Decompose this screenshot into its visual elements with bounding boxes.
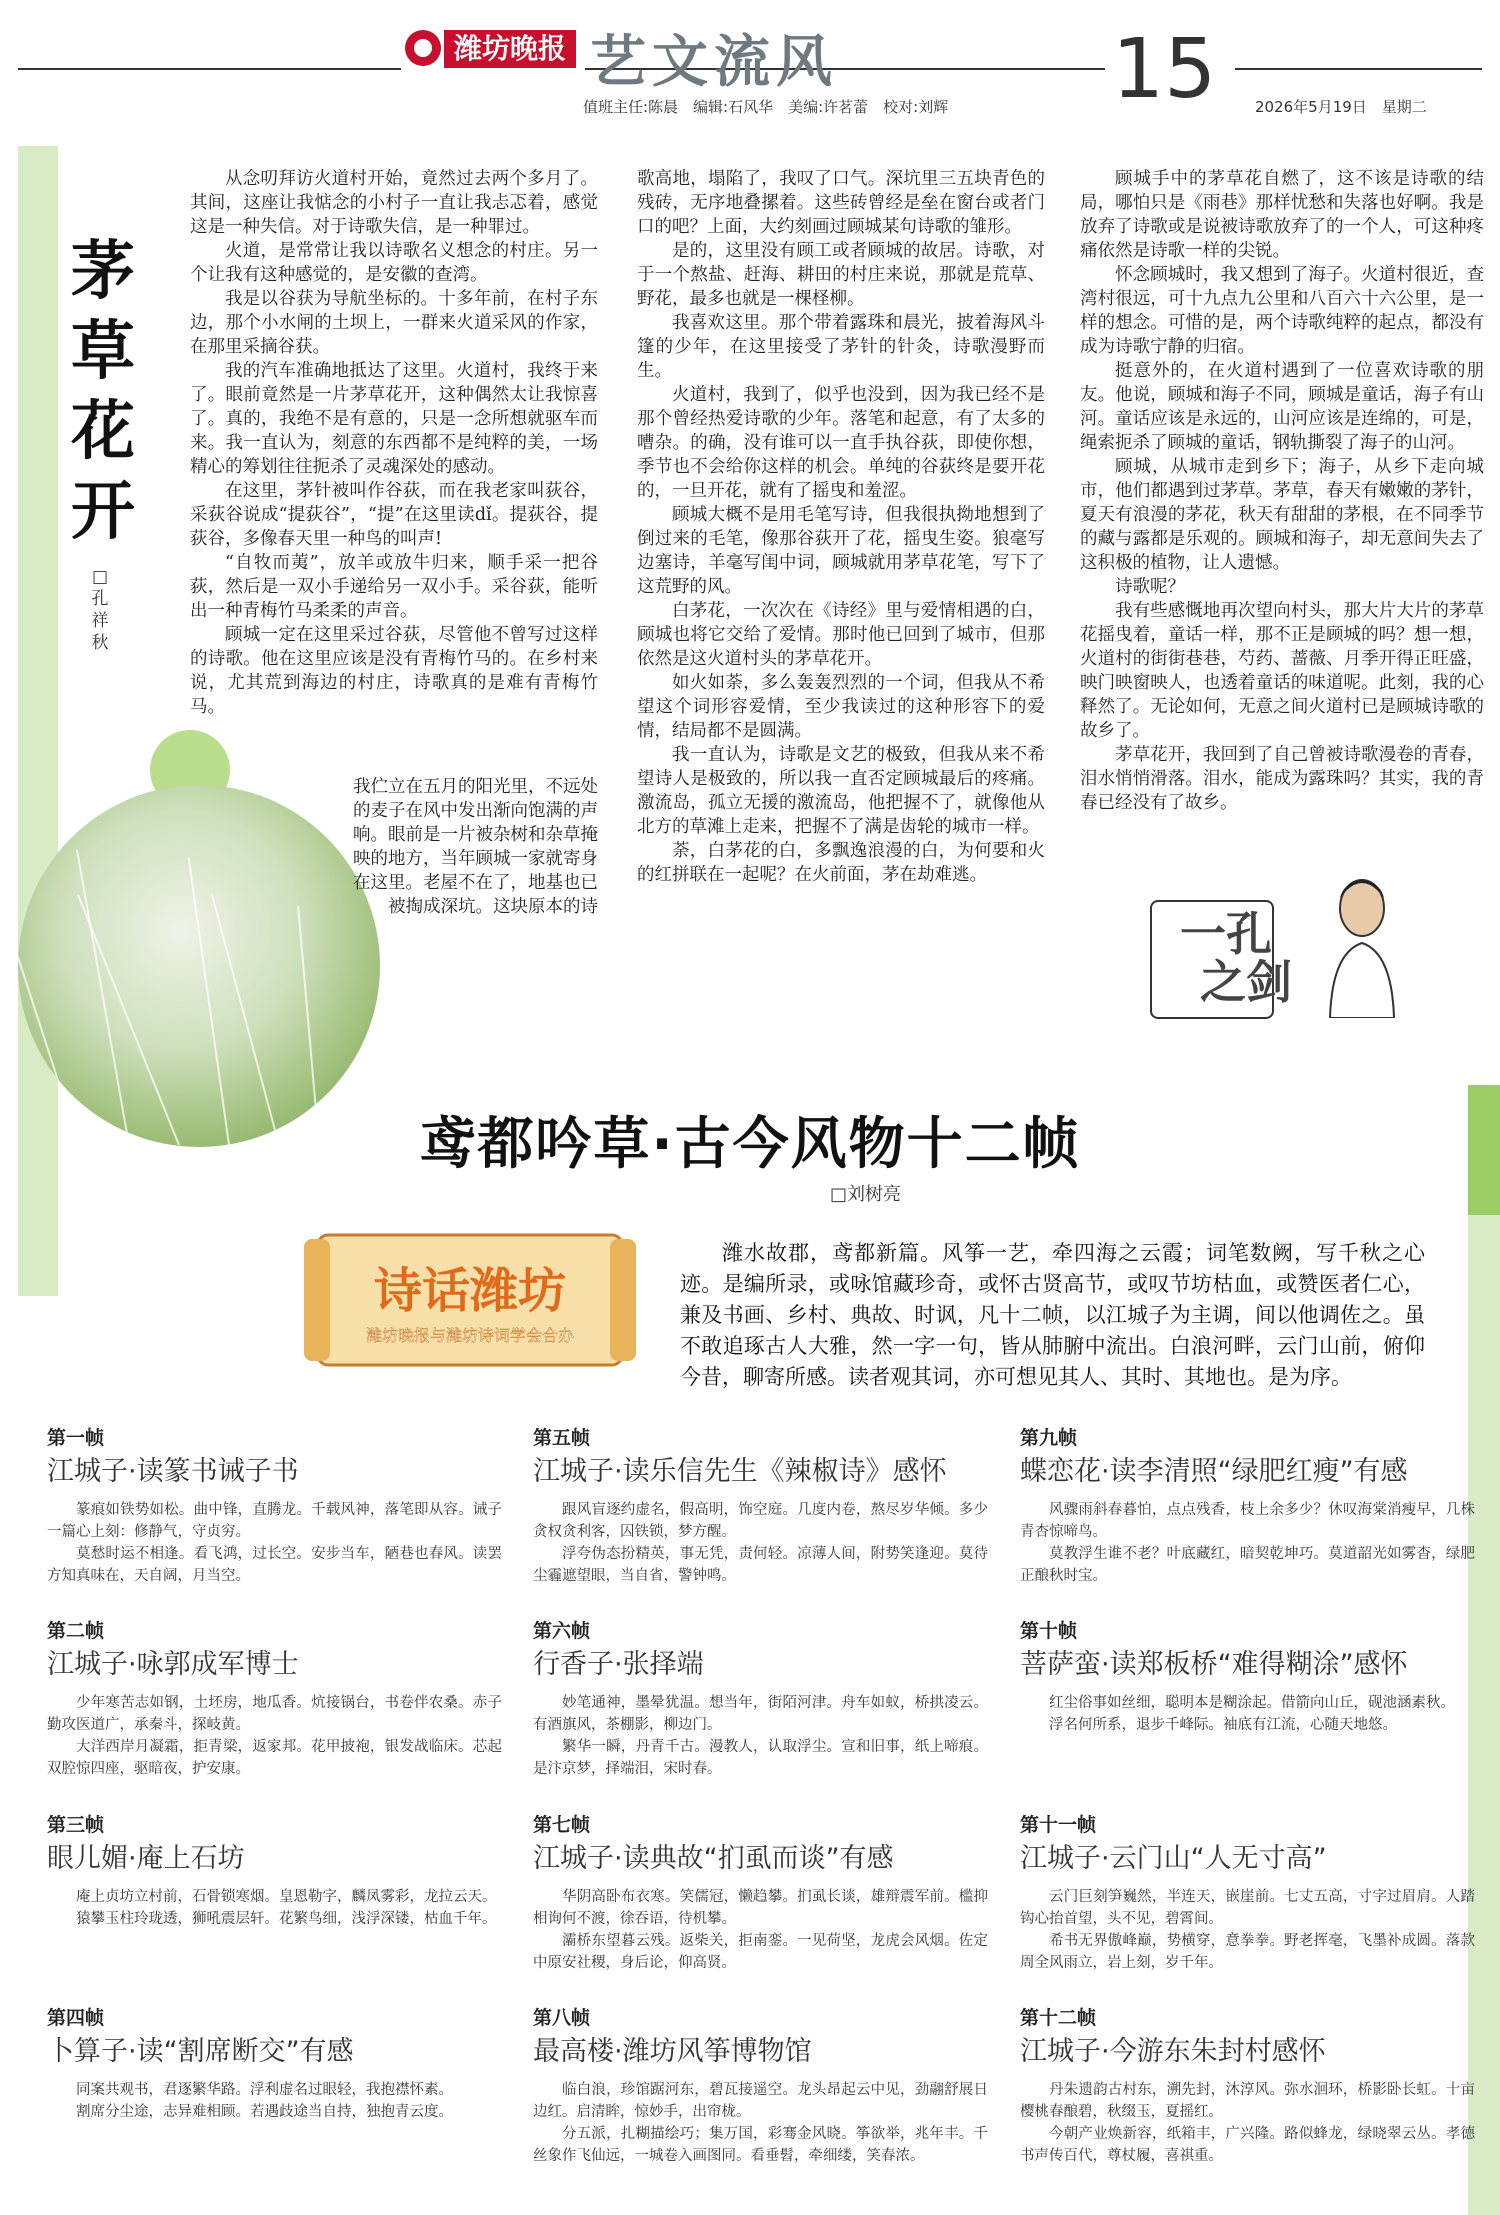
page-number: 15 xyxy=(1112,22,1217,117)
poem-stanza: 同案共观书，君逐繁华路。浮利虚名过眼轻，我抱襟怀素。 xyxy=(76,2082,453,2098)
frame-label: 第十帧 xyxy=(1020,1620,1078,1642)
frame-label: 第九帧 xyxy=(1020,1427,1078,1449)
poem-title: 最高楼·潍坊风筝博物馆 xyxy=(533,2036,812,2067)
paragraph: 歌高地，塌陷了，我叹了口气。深坑里三五块青色的残砖，无序地叠摞着。这些砖曾经是垒在窗台或者门口的吧？上面，大约刻画过顾城某句诗歌的雏形。 xyxy=(637,169,1045,237)
column-badge-line: 一孔 xyxy=(1180,907,1272,961)
section-byline: □刘树亮 xyxy=(830,1184,902,1205)
article-float-text: 我伫立在五月的阳光里，不远处的麦子在风中发出渐向饱满的声响。眼前是一片被杂树和杂草掩映的地方，当年顾城一家就寄身在这里。老屋不在了，地基也已被掏成深坑。这块原本的诗 xyxy=(353,777,598,917)
poem-frame-1 xyxy=(47,1425,502,1587)
frame-label: 第七帧 xyxy=(533,1814,591,1836)
paragraph: 在这里，茅针被叫作谷荻，而在我老家叫荻谷，采荻谷说成“提荻谷”，“提”在这里读dǐ。提荻谷，提荻谷，多像春天里一种鸟的叫声! xyxy=(190,481,598,549)
poem-frame-6 xyxy=(533,1618,988,1780)
poem-title: 江城子·读篆书诫子书 xyxy=(47,1456,299,1487)
article-column-1 xyxy=(190,167,598,719)
poem-body xyxy=(47,1692,502,1780)
poem-body xyxy=(1020,1886,1475,1974)
poem-stanza: 庵上贞坊立村前，石骨锁寒烟。皇恩勒字，麟凤雾彩，龙拉云天。 xyxy=(76,1889,497,1905)
poem-stanza: 分五派，扎糊描绘巧；集万国，彩骞金风晓。筝欲举，兆年丰。千丝象作飞仙远，一城卷入画图同。看垂髫，牵细缕，笑春浓。 xyxy=(533,2126,988,2164)
author-portrait xyxy=(1322,868,1402,1018)
poem-stanza: 莫教浮生谁不老？叶底藏红，暗契乾坤巧。莫道韶光如雾杳，绿肥正酿秋时宝。 xyxy=(1020,1546,1475,1584)
poem-stanza: 丹朱遗韵古村东，溯先封，沐淳风。弥水洄环，桥影卧长虹。十亩樱桃春酿碧，秋缀玉，夏摇红。 xyxy=(1020,2082,1475,2120)
paragraph: 挺意外的，在火道村遇到了一位喜欢诗歌的朋友。他说，顾城和海子不同，顾城是童话，海子有山河。童话应该是永远的，山河应该是连绵的，可是，绳索扼杀了顾城的童话，钢轨撕裂了海子的山河。 xyxy=(1080,361,1484,453)
column-banner xyxy=(300,1225,640,1375)
poem-stanza: 风骤雨斜春暮怕，点点残香，枝上余多少？休叹海棠消瘦早，几株青杏惊啼鸟。 xyxy=(1020,1502,1475,1540)
poem-stanza: 云门巨刻笋巍然，半连天，嵌崖前。七丈五高，寸字过眉肩。人踏钩心抬首望，头不见，碧霄间。 xyxy=(1020,1889,1475,1927)
paragraph: 顾城手中的茅草花自燃了，这不该是诗歌的结局，哪怕只是《雨巷》那样忧愁和失落也好啊。我是放弃了诗歌或是说被诗歌放弃了的一个人，可这种疼痛依然是诗歌一样的尖锐。 xyxy=(1080,169,1484,261)
frame-label: 第六帧 xyxy=(533,1620,591,1642)
article-author: □孔祥秋 xyxy=(91,567,109,653)
poem-stanza: 莫愁时运不相逢。看飞鸿，过长空。安步当车，陋巷也春风。读罢方知真味在，天自阔，月当空。 xyxy=(47,1546,502,1584)
poem-body xyxy=(1020,1499,1475,1587)
poem-title: 眼儿媚·庵上石坊 xyxy=(47,1843,245,1874)
poem-body xyxy=(533,1886,988,1974)
poem-stanza: 跟风盲逐约虚名，假高明，饰空庭。几度内卷，熬尽岁华倾。多少贪权贪利客，囚铁锁，梦方醒。 xyxy=(533,1502,988,1540)
poem-frame-10 xyxy=(1020,1618,1475,1736)
frame-label: 第三帧 xyxy=(47,1814,105,1836)
staff-credits: 值班主任:陈晨 编辑:石风华 美编:许茗蕾 校对:刘辉 xyxy=(583,98,949,116)
poem-stanza: 浮名何所系，退步千峰际。袖底有江流，心随天地悠。 xyxy=(1049,1717,1397,1733)
poem-title: 江城子·读乐信先生《辣椒诗》感怀 xyxy=(533,1456,947,1487)
poem-frame-8 xyxy=(533,2005,988,2167)
poem-stanza: 灞桥东望暮云残。返柴关，拒南銮。一见荷坚，龙虎会风烟。佐定中原安社稷，身后论，仰高贤。 xyxy=(533,1933,988,1971)
poem-title: 卜算子·读“割席断交”有感 xyxy=(47,2036,354,2067)
frame-label: 第二帧 xyxy=(47,1620,105,1642)
frame-label: 第十二帧 xyxy=(1020,2007,1097,2029)
poem-title: 菩萨蛮·读郑板桥“难得糊涂”感怀 xyxy=(1020,1649,1408,1680)
paragraph: 我是以谷获为导航坐标的。十多年前，在村子东边，那个小水闸的土坝上，一群来火道采风的作家，在那里采摘谷获。 xyxy=(190,289,598,357)
poem-title: 江城子·读典故“扪虱而谈”有感 xyxy=(533,1843,894,1874)
paragraph: 我喜欢这里。那个带着露珠和晨光，披着海风斗篷的少年，在这里接受了茅针的针灸，诗歌漫野而生。 xyxy=(637,313,1045,381)
poem-body xyxy=(533,2079,988,2167)
poem-stanza: 少年寒苦志如钢，土坯房，地瓜香。炕接锅台，书卷伴农桑。赤子勤攻医道广，承秦斗，探岐黄。 xyxy=(47,1695,502,1733)
poem-stanza: 割席分尘途，志异难相顾。若遇歧途当自持，独抱青云度。 xyxy=(76,2104,453,2120)
paragraph: 如火如荼，多么轰轰烈烈的一个词，但我从不希望这个词形容爱情，至少我读过的这种形容下的爱情，结局都不是圆满。 xyxy=(637,673,1045,741)
poem-body xyxy=(1020,2079,1475,2167)
paragraph: 我的汽车准确地抵达了这里。火道村，我终于来了。眼前竟然是一片茅草花开，这种偶然太让我惊喜了。真的，我绝不是有意的，只是一念所想就驱车而来。我一直认为，刻意的东西都不是纯粹的美，一场精心的筹划往往扼杀了灵魂深处的感动。 xyxy=(190,361,598,477)
newspaper-logo-icon xyxy=(405,30,441,66)
paragraph: 顾城，从城市走到乡下；海子，从乡下走向城市，他们都遇到过茅草。茅草，春天有嫩嫩的茅针，夏天有浪漫的茅花，秋天有甜甜的茅根，在不同季节的藏与露都是乐观的。顾城和海子，却无意间失去了这积极的植物，让人遗憾。 xyxy=(1080,457,1484,573)
paragraph: 火道，是常常让我以诗歌名义想念的村庄。另一个让我有这种感觉的，是安徽的查湾。 xyxy=(190,241,598,285)
paragraph: 茅草花开，我回到了自己曾被诗歌漫卷的青春，泪水悄悄滑落。泪水，能成为露珠吗？其实，我的青春已经没有了故乡。 xyxy=(1080,745,1484,813)
intro-paragraph: 潍水故郡，鸢都新篇。风筝一艺，牵四海之云霞；词笔数阙，写千秋之心迹。是编所录，或咏馆藏珍奇，或怀古贤高节，或叹节坊枯血，或赞医者仁心，兼及书画、乡村、典故、时讽，凡十二帧，以江城子为主调，间以他调佐之。虽不敢追琢古人大雅，然一字一句，皆从肺腑中流出。白浪河畔，云门山前，俯仰今昔，聊寄所感。读者观其词，亦可想见其人、其时、其地也。是为序。 xyxy=(680,1241,1425,1389)
paragraph: 我有些感慨地再次望向村头，那大片大片的茅草花摇曳着，童话一样，那不正是顾城的吗？想一想，火道村的街街巷巷，芍药、蔷薇、月季开得正旺盛，映门映窗映人，也透着童话的味道呢。此刻，我的心释然了。无论如何，无意之间火道村已是顾城诗歌的故乡了。 xyxy=(1080,601,1484,741)
poem-title: 江城子·今游东朱封村感怀 xyxy=(1020,2036,1326,2067)
poem-frame-11 xyxy=(1020,1812,1475,1974)
article-column-2 xyxy=(637,167,1045,887)
paragraph: 白茅花，一次次在《诗经》里与爱情相遇的白，顾城也将它交给了爱情。那时他已回到了城市，但那依然是这火道村头的茅草花开。 xyxy=(637,601,1045,669)
frame-label: 第五帧 xyxy=(533,1427,591,1449)
paragraph: “自牧而荑”，放羊或放牛归来，顺手采一把谷荻，然后是一双小手递给另一双小手。采谷荻，能听出一种青梅竹马柔柔的声音。 xyxy=(190,553,598,621)
issue-date: 2026年5月19日 星期二 xyxy=(1255,98,1427,116)
paragraph: 荼，白茅花的白，多飘逸浪漫的白，为何要和火的红拼联在一起呢？在火前面，茅在劫难逃。 xyxy=(637,841,1045,885)
frame-label: 第十一帧 xyxy=(1020,1814,1097,1836)
poem-title: 江城子·云门山“人无寸高” xyxy=(1020,1843,1327,1874)
article-column-3 xyxy=(1080,167,1484,815)
paragraph: 我一直认为，诗歌是文艺的极致，但我从来不希望诗人是极致的，所以我一直否定顾城最后的疼痛。激流岛，孤立无援的激流岛，他把握不了，就像他从北方的草滩上走来，把握不了满是齿轮的城市一样。 xyxy=(637,745,1045,837)
poem-body xyxy=(47,2079,502,2123)
column-badge-text xyxy=(1180,907,1292,1009)
poem-stanza: 希书无界傲峰巅，势横穿，意拳拳。野老挥毫，飞墨补成圆。落款周全风雨立，岩上刻，岁千年。 xyxy=(1020,1933,1475,1971)
poem-stanza: 妙笔通神，墨晕犹温。想当年，街陌河津。舟车如蚁，桥拱凌云。有酒旗风，茶棚影，柳边门。 xyxy=(533,1695,988,1733)
newspaper-name: 潍坊晚报 xyxy=(444,30,576,68)
frame-label: 第八帧 xyxy=(533,2007,591,2029)
frame-label: 第四帧 xyxy=(47,2007,105,2029)
poem-frame-5 xyxy=(533,1425,988,1587)
paragraph: 顾城大概不是用毛笔写诗，但我很执拗地想到了倒过来的毛笔，像那谷荻开了花，摇曳生姿。狼毫写边塞诗，羊毫写闺中词，顾城就用茅草花笔，写下了这荒野的风。 xyxy=(637,505,1045,597)
poem-frame-4 xyxy=(47,2005,502,2123)
banner-title: 诗话潍坊 xyxy=(373,1263,567,1319)
poem-body xyxy=(533,1692,988,1780)
poem-title: 行香子·张择端 xyxy=(533,1649,704,1680)
banner-subtitle: 潍坊晚报与潍坊诗词学会合办 xyxy=(365,1326,575,1345)
paragraph: 是的，这里没有顾工或者顾城的故居。诗歌，对于一个熬盐、赶海、耕田的村庄来说，那就是荒草、野花，最多也就是一棵柽柳。 xyxy=(637,241,1045,309)
poem-stanza: 华阴高卧布衣寒。笑儒冠，懒趋攀。扪虱长谈，雄辩震军前。槛抑相询何不渡，徐吞语，待机攀。 xyxy=(533,1889,988,1927)
poem-body xyxy=(1020,1692,1475,1736)
section-title: 艺文流风 xyxy=(590,30,838,95)
poem-title: 江城子·咏郭成军博士 xyxy=(47,1649,299,1680)
poem-stanza: 繁华一瞬，丹青千古。漫教人，认取浮尘。宣和旧事，纸上啼痕。是汴京梦，择端泪，宋时春。 xyxy=(533,1739,988,1777)
poem-body xyxy=(533,1499,988,1587)
poem-frame-9 xyxy=(1020,1425,1475,1587)
poem-stanza: 浮夸伪态扮精英，事无凭，责何轻。凉薄人间，附势笑逢迎。莫待尘霾遮望眼，当自省，警钟鸣。 xyxy=(533,1546,988,1584)
poem-stanza: 篆痕如铁势如松。曲中锋，直腾龙。千载风神，落笔即从容。诫子一篇心上刻：修静气，守贞穷。 xyxy=(47,1502,502,1540)
masthead-rule-right xyxy=(1235,68,1482,70)
section-intro xyxy=(680,1238,1425,1393)
poem-body xyxy=(47,1499,502,1587)
poem-stanza: 今朝产业焕新容，纸箱丰，广兴隆。路似蜂龙，绿晓翠云丛。孝德书声传百代，尊杖履，喜祺重。 xyxy=(1020,2126,1475,2164)
poem-frame-7 xyxy=(533,1812,988,1974)
section-headline: 鸢都吟草·古今风物十二帧 xyxy=(419,1112,1081,1177)
paragraph: 从念叨拜访火道村开始，竟然过去两个多月了。其间，这座让我惦念的小村子一直让我忐忑着，感觉这是一种失信。对于诗歌失信，是一种罪过。 xyxy=(190,169,598,237)
poem-stanza: 猿攀玉柱玲珑透，狮吼震层轩。花繁鸟细，浅浮深镂，枯血千年。 xyxy=(76,1911,497,1927)
poem-title: 蝶恋花·读李清照“绿肥红瘦”有感 xyxy=(1020,1456,1408,1487)
masthead-rule-left xyxy=(18,68,401,70)
poem-stanza: 大洋西岸月凝霜，拒青梁，返家邦。花甲披袍，银发战临床。芯起双腔惊四座，驱暗夜，护安康。 xyxy=(47,1739,502,1777)
paragraph: 诗歌呢？ xyxy=(1115,577,1185,597)
poem-frame-3 xyxy=(47,1812,502,1930)
paragraph: 顾城一定在这里采过谷荻，尽管他不曾写过这样的诗歌。他在这里应该是没有青梅竹马的。在乡村来说，尤其荒到海边的村庄，诗歌真的是难有青梅竹马。 xyxy=(190,625,598,717)
frame-label: 第一帧 xyxy=(47,1427,105,1449)
column-badge-line: 之剑 xyxy=(1200,955,1292,1009)
paragraph: 怀念顾城时，我又想到了海子。火道村很近，查湾村很远，可十九点九公里和八百六十六公里，是一样的想念。可惜的是，两个诗歌纯粹的起点，都没有成为诗歌宁静的归宿。 xyxy=(1080,265,1484,357)
poem-stanza: 红尘俗事如丝细，聪明本是糊涂起。借箭向山丘，砚池涵素秋。 xyxy=(1049,1695,1455,1711)
paragraph: 火道村，我到了，似乎也没到，因为我已经不是那个曾经热爱诗歌的少年。落笔和起意，有了太多的嘈杂。的确，没有谁可以一直手执谷荻，即使你想，季节也不会给你这样的机会。单纯的谷荻终是要开花的，一旦开花，就有了摇曳和羞涩。 xyxy=(637,385,1045,501)
poem-body xyxy=(47,1886,502,1930)
thatch-grass-photo xyxy=(18,785,380,1147)
article-title: 茅草花开 xyxy=(71,234,135,549)
poem-frame-12 xyxy=(1020,2005,1475,2167)
poem-stanza: 临白浪，珍馆踞河东，碧瓦接遥空。龙头昂起云中见，劲翮舒展日边红。启清眸，惊妙手，出帘栊。 xyxy=(533,2082,988,2120)
poem-frame-2 xyxy=(47,1618,502,1780)
